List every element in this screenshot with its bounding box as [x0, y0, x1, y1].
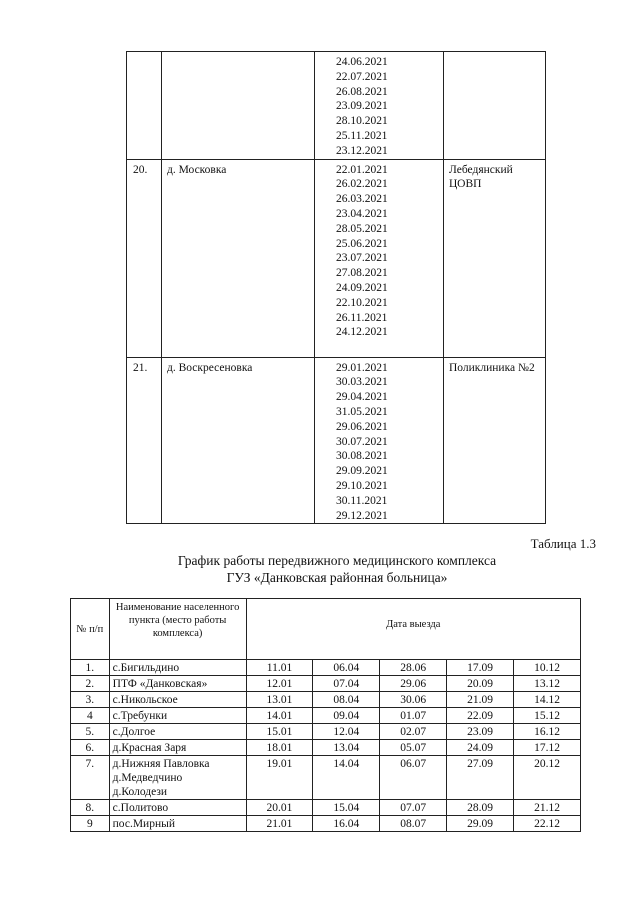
- departure-date: 14.04: [313, 756, 380, 800]
- visit-date: 24.12.2021: [336, 326, 388, 339]
- settlement-name-line: д.Медведчино: [112, 772, 183, 784]
- settlement-name-line: с.Политово: [112, 802, 169, 814]
- settlement-name-line: с.Долгое: [112, 726, 156, 738]
- departure-date: 20.12: [514, 756, 581, 800]
- visit-date: 30.08.2021: [336, 450, 388, 463]
- row-number: 21.: [127, 357, 162, 524]
- row-number: 1.: [71, 660, 110, 676]
- table-row: [71, 708, 581, 724]
- settlement-name-line: д.Нижняя Павловка: [112, 758, 210, 770]
- settlement-name-line: д.Колодези: [112, 786, 168, 798]
- departure-date: 29.09: [447, 816, 514, 832]
- visit-date: 29.12.2021: [336, 509, 388, 522]
- row-number: 5.: [71, 724, 110, 740]
- visit-date: 29.06.2021: [336, 420, 388, 433]
- visit-date: 26.08.2021: [336, 85, 388, 98]
- departure-date: 29.06: [380, 676, 447, 692]
- row-number: 2.: [71, 676, 110, 692]
- departure-date: 18.01: [246, 740, 313, 756]
- departure-date: 20.01: [246, 800, 313, 816]
- departure-date: 30.06: [380, 692, 447, 708]
- departure-date: 08.07: [380, 816, 447, 832]
- table-label: Таблица 1.3: [530, 536, 596, 551]
- settlement-name-line: ПТФ «Данковская»: [112, 678, 208, 690]
- departure-date: 27.09: [447, 756, 514, 800]
- table-row: [127, 159, 546, 357]
- settlement-name: [109, 816, 246, 832]
- visit-date: 26.03.2021: [336, 193, 388, 206]
- settlement-name: [109, 708, 246, 724]
- visit-date: 26.11.2021: [336, 311, 388, 324]
- schedule-table-continued: [126, 51, 546, 524]
- medical-organization: Лебедянский ЦОВП: [444, 159, 546, 357]
- table-row: [71, 660, 581, 676]
- visit-date: 25.06.2021: [336, 237, 388, 250]
- settlement-name-line: с.Никольское: [112, 694, 178, 706]
- departure-date: 17.12: [514, 740, 581, 756]
- visit-date: 23.09.2021: [336, 100, 388, 113]
- visit-date: 22.07.2021: [336, 70, 388, 83]
- departure-date: 13.01: [246, 692, 313, 708]
- table-row: [127, 357, 546, 524]
- settlement-name: [162, 52, 315, 160]
- row-number: [127, 52, 162, 160]
- row-number: 8.: [71, 800, 110, 816]
- table-row: [71, 740, 581, 756]
- row-number: 9: [71, 816, 110, 832]
- header-settlement: Наименование населенного пункта (место работы комплекса): [109, 599, 246, 660]
- visit-date: 29.04.2021: [336, 391, 388, 404]
- departure-date: 12.04: [313, 724, 380, 740]
- settlement-name: д. Воскресеновка: [162, 357, 315, 524]
- settlement-name: д. Московка: [162, 159, 315, 357]
- row-number: 6.: [71, 740, 110, 756]
- departure-date: 28.09: [447, 800, 514, 816]
- departure-date: 08.04: [313, 692, 380, 708]
- visit-date: 22.01.2021: [336, 163, 388, 176]
- header-num: № п/п: [71, 599, 110, 660]
- settlement-name-line: с.Требунки: [112, 710, 168, 722]
- row-number: 7.: [71, 756, 110, 800]
- departure-date: 16.12: [514, 724, 581, 740]
- settlement-name: [109, 740, 246, 756]
- visit-date: 29.09.2021: [336, 465, 388, 478]
- table-row: [71, 724, 581, 740]
- departure-date: 11.01: [246, 660, 313, 676]
- table-title-line1: График работы передвижного медицинского комплекса: [177, 553, 497, 568]
- departure-date: 07.04: [313, 676, 380, 692]
- departure-date: 22.09: [447, 708, 514, 724]
- visit-dates: [315, 52, 444, 160]
- medical-organization: Поликлиника №2: [444, 357, 546, 524]
- departure-date: 21.12: [514, 800, 581, 816]
- visit-date: 29.01.2021: [336, 361, 388, 374]
- visit-dates: [315, 357, 444, 524]
- departure-date: 13.12: [514, 676, 581, 692]
- settlement-name: [109, 660, 246, 676]
- departure-date: 16.04: [313, 816, 380, 832]
- departure-date: 17.09: [447, 660, 514, 676]
- mobile-complex-schedule-table: [70, 598, 581, 832]
- settlement-name: [109, 800, 246, 816]
- medical-organization: [444, 52, 546, 160]
- visit-date: 24.06.2021: [336, 56, 388, 68]
- departure-date: 15.01: [246, 724, 313, 740]
- header-departure-date: Дата выезда: [246, 599, 580, 660]
- departure-date: 15.04: [313, 800, 380, 816]
- visit-date: 30.07.2021: [336, 435, 388, 448]
- settlement-name: [109, 676, 246, 692]
- visit-date: 26.02.2021: [336, 178, 388, 191]
- row-number: 3.: [71, 692, 110, 708]
- departure-date: 12.01: [246, 676, 313, 692]
- table-row: [71, 676, 581, 692]
- visit-date: 23.07.2021: [336, 252, 388, 265]
- table-row: [127, 52, 546, 160]
- departure-date: 10.12: [514, 660, 581, 676]
- departure-date: 21.01: [246, 816, 313, 832]
- visit-date: 31.05.2021: [336, 405, 388, 418]
- departure-date: 21.09: [447, 692, 514, 708]
- departure-date: 13.04: [313, 740, 380, 756]
- departure-date: 14.01: [246, 708, 313, 724]
- settlement-name-line: с.Бигильдино: [112, 662, 180, 674]
- departure-date: 02.07: [380, 724, 447, 740]
- departure-date: 06.07: [380, 756, 447, 800]
- settlement-name: [109, 692, 246, 708]
- visit-date: 24.09.2021: [336, 281, 388, 294]
- departure-date: 07.07: [380, 800, 447, 816]
- visit-date: 28.10.2021: [336, 115, 388, 128]
- visit-date: 25.11.2021: [336, 129, 388, 142]
- departure-date: 20.09: [447, 676, 514, 692]
- row-number: 20.: [127, 159, 162, 357]
- table-row: [71, 800, 581, 816]
- departure-date: 19.01: [246, 756, 313, 800]
- table-row: [71, 692, 581, 708]
- departure-date: 22.12: [514, 816, 581, 832]
- settlement-name: [109, 756, 246, 800]
- table-header-row: [71, 599, 581, 660]
- visit-date: 28.05.2021: [336, 222, 388, 235]
- settlement-name-line: пос.Мирный: [112, 818, 175, 830]
- departure-date: 14.12: [514, 692, 581, 708]
- table-row: [71, 816, 581, 832]
- visit-date: 23.12.2021: [336, 144, 388, 157]
- visit-date: 30.11.2021: [336, 494, 388, 507]
- departure-date: 23.09: [447, 724, 514, 740]
- visit-date: 23.04.2021: [336, 207, 388, 220]
- table-title-line2: ГУЗ «Данковская районная больница»: [226, 570, 448, 585]
- visit-dates: [315, 159, 444, 357]
- table-row: [71, 756, 581, 800]
- visit-date: 27.08.2021: [336, 267, 388, 280]
- departure-date: 05.07: [380, 740, 447, 756]
- departure-date: 28.06: [380, 660, 447, 676]
- departure-date: 01.07: [380, 708, 447, 724]
- departure-date: 24.09: [447, 740, 514, 756]
- settlement-name-line: д.Красная Заря: [112, 742, 187, 754]
- departure-date: 09.04: [313, 708, 380, 724]
- row-number: 4: [71, 708, 110, 724]
- departure-date: 15.12: [514, 708, 581, 724]
- departure-date: 06.04: [313, 660, 380, 676]
- visit-date: 29.10.2021: [336, 479, 388, 492]
- settlement-name: [109, 724, 246, 740]
- visit-date: 22.10.2021: [336, 296, 388, 309]
- visit-date: 30.03.2021: [336, 376, 388, 389]
